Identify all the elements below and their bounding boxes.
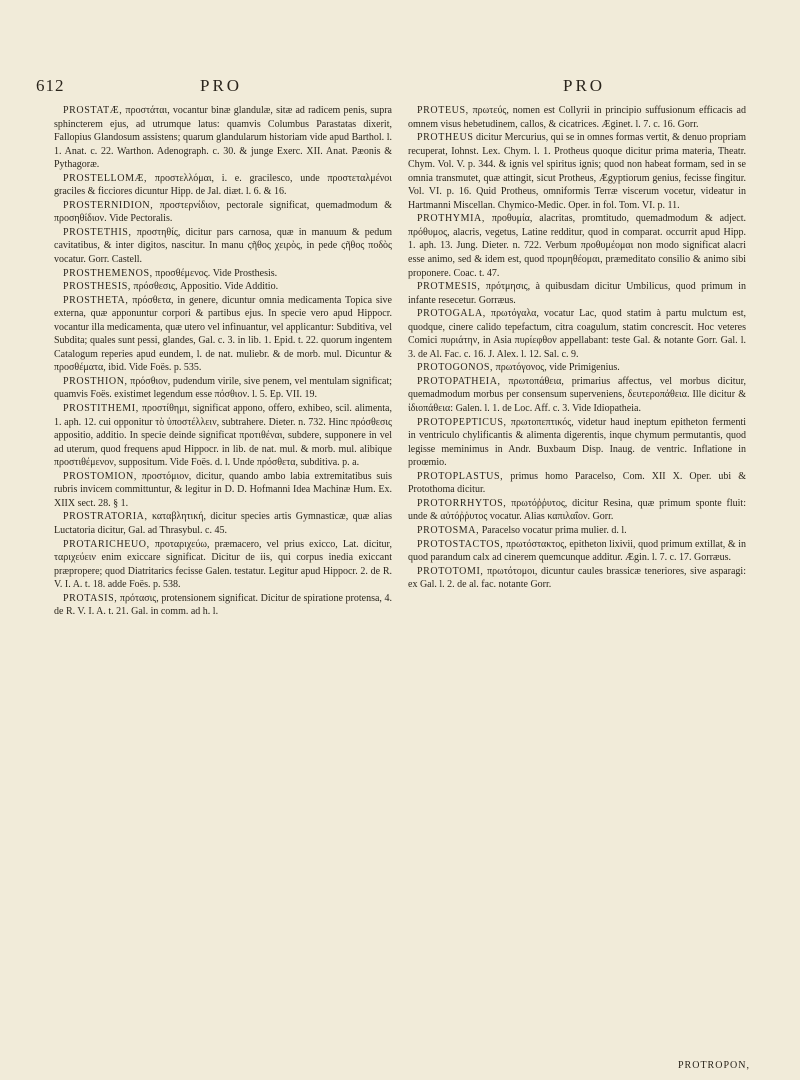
entry-text: προστελλόμαι, i. e. gracilesco, unde προστεταλμένοι graciles & ficciores dicuntur Hipp. de Jal. diæt. l. 6. & 16. bbox=[54, 172, 392, 198]
entry-text: πρόσθετα, in genere, dicuntur omnia medicamenta Topica sive externa, quæ apponuntur corpori & partibus ejus. In specie vero apud Hippocr. vocantur illa medicamenta, quæ utero vel infinuantur, vel applicantur: Subditiva, vel Subdita; quales sunt pessi, glandes, Gal. c. 3. in lib. 1. Epid. t. 22. quorum ingentem Catalogum reperies apud eundem, l. de nat. muliebr. & de morb. mul. Dicuntur & προσθέματα, ibid. Vide Foës. p. 535. bbox=[54, 294, 392, 374]
headword: PROTOSMA, bbox=[417, 524, 480, 536]
left-column bbox=[54, 104, 392, 1064]
entry-text: πρωτότομοι, dicuntur caules brassicæ teneriores, sive asparagi: ex Gal. l. 2. de al. fac. notante Gorr. bbox=[408, 565, 746, 591]
headword: PROSTITHEMI, bbox=[63, 403, 139, 415]
headword: PROSTHEMENOS, bbox=[63, 267, 153, 279]
entry-text: πρωτόῤῥυτος, dicitur Resina, quæ primum sponte fluit: unde & αὐτόῤῥυτος vocatur. Alias καπιλαΐον. Gorr. bbox=[408, 497, 746, 523]
entry bbox=[54, 280, 392, 294]
headword: PROSTHION, bbox=[63, 375, 128, 387]
headword: PROSTETHIS, bbox=[63, 226, 132, 238]
catchword: PROTROPON, bbox=[678, 1060, 750, 1071]
entry-text: πρωτόγονος, vide Primigenius. bbox=[493, 362, 620, 374]
entry-text: πρότασις, protensionem significat. Dicitur de spiratione protensa, 4. de R. V. I. A. t. 21. Gal. in comm. ad h. l. bbox=[54, 592, 392, 618]
headword: PROTOTOMI, bbox=[417, 565, 484, 577]
entry-text: προστάται, vocantur binæ glandulæ, sitæ ad radicem penis, supra sphincterem ejus, ad utrumque latus: quamvis Columbus Parastatas dixerit, Fallopius Glandosum assistens; quarum glandularum historiam vide apud Barthol. l. 1. Anat. c. 22. Warthon. Adenograph. c. 30. & junge Exerc. XII. Anat. Pæonis & Pythagoræ. bbox=[54, 105, 392, 171]
headword: PROTHEUS bbox=[417, 132, 474, 144]
entry bbox=[54, 510, 392, 537]
entry-text: προστηθίς, dicitur pars carnosa, quæ in manuum & pedum cavitatibus, & inter digitos, nascitur. In manu ϛῆθος χειρὸς, in pede ϛῆθος ποδὸς vocatur. Gorr. Castell. bbox=[54, 226, 392, 266]
entry bbox=[54, 267, 392, 281]
entry bbox=[54, 294, 392, 375]
headword: PROSTOMION, bbox=[63, 470, 137, 482]
headword: PROTOGALA, bbox=[417, 308, 486, 320]
headword: PROTEUS, bbox=[417, 105, 469, 116]
headword: PROTOSTACTOS, bbox=[417, 538, 504, 550]
headword: PROTMESIS, bbox=[417, 281, 481, 293]
page-number: 612 bbox=[36, 76, 65, 95]
entry bbox=[54, 375, 392, 402]
entry bbox=[408, 375, 746, 416]
entry-text: πρότμησις, à quibusdam dicitur Umbilicus, quod primum in infante resecetur. Gorræus. bbox=[408, 281, 746, 306]
entry bbox=[54, 104, 392, 172]
entry bbox=[408, 307, 746, 361]
entry-text: Paracelso vocatur prima mulier. d. l. bbox=[479, 524, 627, 536]
headword: PROTOGONOS, bbox=[417, 362, 494, 374]
headword: PROSTRATORIA, bbox=[63, 511, 148, 523]
page-header bbox=[0, 76, 800, 100]
entry bbox=[408, 131, 746, 212]
entry bbox=[408, 538, 746, 565]
entry-text: dicitur Mercurius, qui se in omnes formas vertit, & denuo propriam recuperat, Iohnst. Lex. Chym. l. 1. Protheus quoque dicitur prima materia, Theatr. Chym. Vol. V. p. 344. & ignis vel spiritus ignis; quod non habeat formam, sed in se omnia transmutet, quæ attingit, sicut Protheus, Ægyptiorum genius, fecisse fingitur. Vol. VI. p. 16. Quid Protheus, omniformis Terræ viscerum vocetur, videatur in Hartmanni Miscellan. Chymico-Medic. Oper. in fol. Tom. VI. p. 11. bbox=[408, 132, 746, 211]
entry-text: πρωτεύς, nomen est Collyrii in principio suffusionum efficacis ad omnem visus hebetudinem, callos, & cicatrices. Æginet. l. 7. c. 16. Gorr. bbox=[408, 105, 746, 130]
entry bbox=[54, 402, 392, 470]
entry bbox=[408, 416, 746, 470]
entry bbox=[408, 497, 746, 524]
running-head-right: PRO bbox=[563, 76, 606, 95]
right-column bbox=[408, 104, 746, 1064]
entry bbox=[408, 280, 746, 307]
entry bbox=[54, 172, 392, 199]
headword: PROSTERNIDION, bbox=[63, 199, 154, 211]
entry-text: πρωτόστακτος, epitheton lixivii, quod primum extillat, & in quod parandum calx ad cinerem quemcunque additur. Ægin. l. 7. c. 17. Gorræus. bbox=[408, 538, 746, 564]
entry-text: πρόσθιον, pudendum virile, sive penem, vel mentulam significat; quamvis Foës. existimet legendum esse πόσθιον. l. 5. Ep. VII. 19. bbox=[54, 375, 392, 401]
entry-text: πρωτόγαλα, vocatur Lac, quod statim à partu mulctum est, quodque, cinere calido tepefactum, citra coagulum, statim concrescit. Hoc veteres Comici πυριάτην, in Asia πυρίεφθον appellabant: teste Gal. & notante Gorr. Gal. l. 3. de Al. Fac. c. 16. J. Alex. l. 12. Sal. c. 9. bbox=[408, 308, 746, 360]
entry bbox=[408, 104, 746, 131]
entry-text: προστόμιον, dicitur, quando ambo labia extremitatibus suis rubris invicem committuntur, & legitur in D. D. Hofmanni Idea Machinæ Hum. Ex. XIIX sect. 28. § 1. bbox=[54, 470, 392, 509]
headword: PROTOPATHEIA, bbox=[417, 375, 501, 387]
headword: PROTHYMIA, bbox=[417, 213, 485, 225]
headword: PROSTELLOMÆ, bbox=[63, 172, 148, 184]
entry bbox=[408, 565, 746, 592]
headword: PROSTATÆ, bbox=[63, 105, 123, 116]
headword: PROTARICHEUO, bbox=[63, 538, 150, 550]
entry-text: προστίθημι, significat appono, offero, exhibeo, scil. alimenta, 1. aph. 12. cui opponitur τὸ ὑποστέλλειν, subtrahere. Dieter. n. 732. Hinc πρόσθεσις appositio, additio. In specie deinde significat προτιθέναι, subdere, supponere in vel ad uterum, quod frequens apud Hippocr. in lib. de nat. mul. & morb. mul. alibique προστιθέμενον, suppositum. Vide Foës. d. l. Unde πρόσθετα, subditiva. p. a. bbox=[54, 403, 392, 469]
headword: PROTORRHYTOS, bbox=[417, 497, 507, 509]
entry-text: προθυμία, alacritas, promtitudo, quemadmodum & adject. πρόθυμος, alacris, vegetus, Latine redditur, quod in comparat. occurrit apud Hipp. 1. aph. 13. Jung. Dieter. n. 722. Verbum προθυμέομαι non modo significat alacri esse animo, sed & idem est, quod προμηθέομαι, præmeditato consilio & animo sibi proponere. Coac. t. 47. bbox=[408, 213, 746, 279]
headword: PROTOPLASTUS, bbox=[417, 470, 504, 482]
entry bbox=[54, 199, 392, 226]
entry-text: καταβλητική, dicitur species artis Gymnasticæ, quæ alias Luctatoria dicitur, Gal. ad Thrasybul. c. 45. bbox=[54, 511, 392, 536]
entry bbox=[54, 538, 392, 592]
entry bbox=[54, 592, 392, 619]
headword: PROSTHESIS, bbox=[63, 281, 132, 293]
headword: PROSTHETA, bbox=[63, 294, 129, 306]
entry-text: πρωτοπάθεια, primarius affectus, vel morbus dicitur, quemadmodum morbus per consensum superveniens, δευτεροπάθεια. Ille dicitur & ἰδιοπάθεια: Galen. l. 1. de Loc. Aff. c. 3. Vide Idiopatheia. bbox=[408, 375, 746, 415]
entry bbox=[54, 470, 392, 511]
entry bbox=[408, 212, 746, 280]
entry-text: προστερνίδιον, pectorale significat, quemadmodum & προσηθίδιον. Vide Pectoralis. bbox=[54, 199, 392, 225]
headword: PROTASIS, bbox=[63, 592, 118, 604]
running-head-left: PRO bbox=[200, 76, 243, 95]
entry bbox=[408, 470, 746, 497]
entry-text: προταριχεύω, præmacero, vel prius exicco, Lat. dicitur, ταριχεύειν enim exiccare significat. Dicitur de iis, qui corpus inedia exiccant præpropere; quod Diatritarics fecisse Galen. testatur. Legitur apud Hippocr. 2. de R. V. I. A. t. 18. adde Foës. p. 538. bbox=[54, 538, 392, 591]
entry bbox=[408, 524, 746, 538]
entry-text: primus homo Paracelso, Com. XII X. Oper. ubi & Protothoma dicitur. bbox=[408, 470, 746, 496]
entry-text: προσθέμενος. Vide Prosthesis. bbox=[152, 267, 278, 279]
entry-text: πρόσθεσις, Appositio. Vide Additio. bbox=[131, 281, 279, 293]
entry-text: πρωτοπεπτικός, videtur haud ineptum epitheton fermenti in ventriculo chylificantis & alimenta digerentis, inque chymum permutantis, quod legisse meminimus in Andr. Buxbaum Disp. Inaug. de ventric. Inflatione in proœmio. bbox=[408, 416, 746, 469]
entry bbox=[54, 226, 392, 267]
entry bbox=[408, 361, 746, 375]
headword: PROTOPEPTICUS, bbox=[417, 416, 507, 428]
